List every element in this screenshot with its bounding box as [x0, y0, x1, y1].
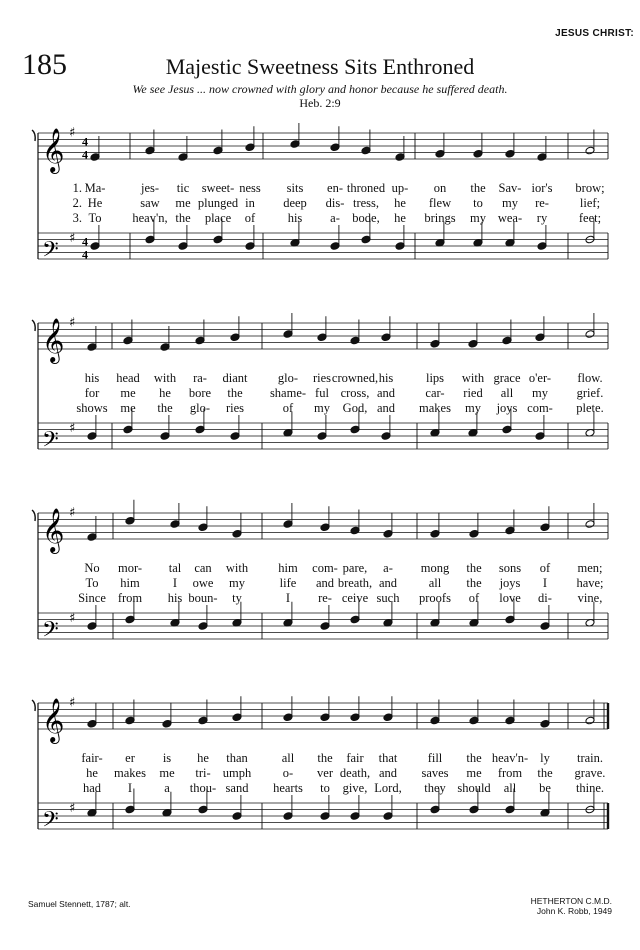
- lyric-syllable: should: [457, 781, 491, 795]
- lyric-syllable: he: [197, 751, 209, 765]
- treble-clef-icon: 𝄞: [42, 697, 65, 742]
- lyric-syllable: me: [120, 386, 136, 400]
- lyric-syllable: re-: [535, 196, 549, 210]
- lyric-syllable: I: [542, 576, 548, 590]
- lyric-syllable: a-: [330, 211, 340, 225]
- lyric-syllable: death,: [339, 766, 371, 780]
- lyric-syllable: boun-: [188, 591, 218, 605]
- lyric-syllable: he: [394, 196, 406, 210]
- lyric-syllable: me: [120, 401, 136, 415]
- lyric-syllable: his: [287, 211, 303, 225]
- lyric-syllable: and: [376, 386, 396, 400]
- lyric-syllable: deep: [283, 196, 307, 210]
- lyric-syllable: grief.: [576, 386, 604, 400]
- lyric-syllable: mor-: [117, 561, 143, 575]
- lyric-syllable: com-: [312, 561, 338, 575]
- lyric-syllable: mong: [420, 561, 450, 575]
- lyric-syllable: I: [285, 591, 291, 605]
- lyric-syllable: fill: [427, 751, 443, 765]
- lyric-syllable: sand: [225, 781, 249, 795]
- lyric-syllable: me: [175, 196, 191, 210]
- lyric-syllable: plunged: [197, 196, 239, 210]
- lyric-syllable: all: [281, 751, 295, 765]
- music-system-2: [0, 305, 640, 515]
- lyric-syllable: shame-: [269, 386, 307, 400]
- lyric-syllable: from: [117, 591, 143, 605]
- lyric-syllable: Lord,: [374, 781, 402, 795]
- lyric-syllable: he: [394, 211, 406, 225]
- lyric-syllable: dis-: [325, 196, 345, 210]
- lyric-syllable: they: [424, 781, 446, 795]
- lyric-syllable: the: [227, 386, 243, 400]
- lyric-syllable: bode,: [352, 211, 380, 225]
- lyric-syllable: all: [503, 781, 517, 795]
- lyric-syllable: of: [468, 591, 480, 605]
- lyric-syllable: the: [537, 766, 553, 780]
- lyric-syllable: his: [167, 591, 183, 605]
- brace: [32, 510, 35, 521]
- lyric-syllable: my: [502, 196, 518, 210]
- music-system-1: [0, 115, 640, 325]
- lyric-syllable: diant: [222, 371, 248, 385]
- lyric-syllable: of: [244, 211, 256, 225]
- bass-clef-icon: 𝄢: [42, 617, 59, 648]
- lyric-syllable: hearts: [273, 781, 303, 795]
- lyric-syllable: heav'n,: [132, 211, 168, 225]
- lyric-syllable: up-: [391, 181, 409, 195]
- lyric-syllable: No: [84, 561, 100, 575]
- lyric-syllable: ry: [536, 211, 548, 225]
- lyric-syllable: wea-: [497, 211, 523, 225]
- lyric-syllable: ried: [463, 386, 483, 400]
- lyric-syllable: be: [539, 781, 551, 795]
- lyric-syllable: o-: [282, 766, 294, 780]
- lyric-syllable: vine,: [577, 591, 603, 605]
- lyric-syllable: place: [204, 211, 232, 225]
- lyric-syllable: lips: [425, 371, 445, 385]
- lyric-syllable: en-: [327, 181, 343, 195]
- lyric-syllable: ty: [232, 591, 242, 605]
- lyric-syllable: brings: [424, 211, 456, 225]
- lyric-syllable: he: [159, 386, 171, 400]
- lyric-syllable: cross,: [340, 386, 370, 400]
- lyric-syllable: owe: [192, 576, 214, 590]
- lyric-syllable: I: [172, 576, 178, 590]
- lyric-syllable: my: [465, 401, 481, 415]
- lyric-syllable: give,: [342, 781, 368, 795]
- lyric-syllable: thou-: [189, 781, 217, 795]
- time-signature-bottom: 4: [82, 147, 88, 162]
- lyric-syllable: jes-: [140, 181, 160, 195]
- lyric-syllable: with: [461, 371, 485, 385]
- lyric-syllable: my: [470, 211, 486, 225]
- key-signature-sharp: ♯: [69, 611, 76, 627]
- lyric-syllable: on: [433, 181, 447, 195]
- lyric-syllable: shows: [76, 401, 108, 415]
- lyric-syllable: me: [466, 766, 482, 780]
- lyric-syllable: joys: [496, 401, 518, 415]
- treble-clef-icon: 𝄞: [42, 127, 65, 172]
- key-signature-sharp: ♯: [69, 231, 76, 247]
- bass-clef-icon: 𝄢: [42, 427, 59, 458]
- lyric-syllable: Ma-: [84, 181, 106, 195]
- section-label: JESUS CHRIST:: [555, 28, 634, 39]
- lyric-syllable: saw: [140, 196, 160, 210]
- lyric-syllable: God,: [342, 401, 368, 415]
- lyric-syllable: and: [376, 401, 396, 415]
- lyric-syllable: Since: [78, 591, 106, 605]
- lyric-syllable: with: [225, 561, 249, 575]
- lyric-syllable: the: [157, 401, 173, 415]
- lyric-syllable: the: [466, 751, 482, 765]
- lyric-syllable: ness: [239, 181, 261, 195]
- lyric-syllable: crowned,: [331, 371, 379, 385]
- lyric-syllable: glo-: [189, 401, 211, 415]
- lyric-syllable: the: [466, 561, 482, 575]
- lyric-syllable: 3.: [72, 211, 82, 225]
- lyric-syllable: re-: [318, 591, 332, 605]
- key-signature-sharp: ♯: [69, 315, 76, 331]
- hymn-number: 185: [22, 48, 67, 81]
- lyric-syllable: have;: [576, 576, 604, 590]
- time-signature-top: 4: [82, 134, 88, 149]
- lyric-syllable: the: [175, 211, 191, 225]
- lyric-syllable: and: [315, 576, 335, 590]
- lyric-syllable: the: [466, 576, 482, 590]
- lyric-syllable: makes: [114, 766, 146, 780]
- lyric-syllable: o'er-: [528, 371, 552, 385]
- lyric-syllable: breath,: [337, 576, 373, 590]
- treble-clef-icon: 𝄞: [42, 507, 65, 552]
- lyric-syllable: sons: [498, 561, 522, 575]
- lyric-syllable: throned: [346, 181, 386, 195]
- lyric-syllable: thine.: [575, 781, 605, 795]
- lyric-syllable: pare,: [342, 561, 368, 575]
- lyric-syllable: plete.: [576, 401, 604, 415]
- lyric-syllable: tri-: [195, 766, 211, 780]
- scripture-reference: Heb. 2:9: [299, 96, 341, 110]
- hymn-title: Majestic Sweetness Sits Enthroned: [165, 54, 475, 79]
- lyric-syllable: to: [473, 196, 483, 210]
- key-signature-sharp: ♯: [69, 695, 76, 711]
- lyric-syllable: I: [127, 781, 133, 795]
- tune-composer: John K. Robb, 1949: [536, 906, 612, 916]
- lyric-syllable: umph: [222, 766, 252, 780]
- lyric-syllable: me: [159, 766, 175, 780]
- brace: [32, 320, 35, 331]
- lyric-syllable: grace: [493, 371, 521, 385]
- lyric-syllable: 1.: [72, 181, 82, 195]
- lyric-syllable: than: [226, 751, 248, 765]
- scripture-quote: We see Jesus ... now crowned with glory and honor because he suffered death.: [132, 82, 508, 96]
- lyric-syllable: glo-: [277, 371, 299, 385]
- lyric-syllable: ver: [317, 766, 333, 780]
- lyric-syllable: flow.: [577, 371, 603, 385]
- lyric-syllable: him: [120, 576, 140, 590]
- lyric-syllable: 2.: [72, 196, 82, 210]
- lyric-syllable: with: [153, 371, 177, 385]
- lyric-syllable: he: [86, 766, 98, 780]
- treble-clef-icon: 𝄞: [42, 317, 65, 362]
- lyric-syllable: of: [282, 401, 294, 415]
- tune-name: HETHERTON C.M.D.: [530, 896, 612, 906]
- lyric-syllable: his: [84, 371, 100, 385]
- lyric-syllable: life: [279, 576, 297, 590]
- lyric-syllable: love: [499, 591, 521, 605]
- lyric-syllable: proofs: [419, 591, 451, 605]
- key-signature-sharp: ♯: [69, 505, 76, 521]
- lyric-syllable: ior's: [531, 181, 553, 195]
- lyric-syllable: ra-: [193, 371, 207, 385]
- lyric-syllable: all: [500, 386, 514, 400]
- lyric-syllable: bore: [188, 386, 212, 400]
- lyric-syllable: a-: [383, 561, 393, 575]
- lyric-syllable: saves: [421, 766, 449, 780]
- lyric-syllable: for: [84, 386, 100, 400]
- lyric-syllable: sits: [286, 181, 304, 195]
- lyric-syllable: ceive: [341, 591, 369, 605]
- lyric-syllable: from: [497, 766, 523, 780]
- brace: [32, 130, 35, 141]
- key-signature-sharp: ♯: [69, 125, 76, 141]
- lyric-syllable: in: [245, 196, 255, 210]
- lyric-syllable: is: [162, 751, 172, 765]
- lyric-syllable: such: [376, 591, 400, 605]
- lyric-syllable: com-: [527, 401, 553, 415]
- lyric-syllable: He: [87, 196, 103, 210]
- lyric-syllable: ries: [225, 401, 245, 415]
- lyric-syllable: brow;: [575, 181, 605, 195]
- lyric-syllable: heav'n-: [491, 751, 529, 765]
- lyric-syllable: car-: [425, 386, 445, 400]
- lyric-syllable: him: [278, 561, 298, 575]
- key-signature-sharp: ♯: [69, 421, 76, 437]
- lyric-syllable: my: [314, 401, 330, 415]
- lyric-syllable: joys: [499, 576, 521, 590]
- lyric-syllable: flew: [428, 196, 452, 210]
- music-system-3: [0, 495, 640, 705]
- bass-clef-icon: 𝄢: [42, 237, 59, 268]
- lyric-syllable: train.: [576, 751, 604, 765]
- lyric-syllable: ly: [540, 751, 550, 765]
- lyric-syllable: head: [116, 371, 140, 385]
- lyric-syllable: of: [539, 561, 551, 575]
- lyric-syllable: sweet-: [201, 181, 235, 195]
- lyric-syllable: can: [194, 561, 212, 575]
- lyric-syllable: makes: [419, 401, 451, 415]
- key-signature-sharp: ♯: [69, 801, 76, 817]
- lyric-syllable: To: [88, 211, 102, 225]
- lyric-syllable: feet;: [578, 211, 602, 225]
- words-credit: Samuel Stennett, 1787; alt.: [28, 899, 131, 909]
- bass-clef-icon: 𝄢: [42, 807, 59, 838]
- lyric-syllable: had: [82, 781, 102, 795]
- lyric-syllable: the: [470, 181, 486, 195]
- lyric-syllable: the: [317, 751, 333, 765]
- lyric-syllable: all: [428, 576, 442, 590]
- lyric-syllable: his: [378, 371, 394, 385]
- lyric-syllable: my: [532, 386, 548, 400]
- lyric-syllable: my: [229, 576, 245, 590]
- brace: [32, 700, 35, 711]
- lyric-syllable: a: [164, 781, 170, 795]
- lyric-syllable: Sav-: [498, 181, 522, 195]
- lyric-syllable: grave.: [574, 766, 606, 780]
- lyric-syllable: men;: [577, 561, 603, 575]
- lyric-syllable: to: [320, 781, 330, 795]
- lyric-syllable: tal: [168, 561, 182, 575]
- lyric-syllable: er: [125, 751, 135, 765]
- lyric-syllable: and: [378, 766, 398, 780]
- music-system-4: [0, 685, 640, 895]
- time-signature-bottom: 4: [82, 247, 88, 262]
- lyric-syllable: fair: [346, 751, 364, 765]
- tune-credits: [531, 896, 612, 916]
- lyric-syllable: ful: [315, 386, 329, 400]
- lyric-syllable: To: [85, 576, 99, 590]
- lyric-syllable: tic: [176, 181, 190, 195]
- lyric-syllable: ries: [312, 371, 332, 385]
- lyric-syllable: lief;: [579, 196, 601, 210]
- lyric-syllable: tress,: [352, 196, 380, 210]
- lyric-syllable: that: [378, 751, 398, 765]
- time-signature-top: 4: [82, 234, 88, 249]
- lyric-syllable: and: [378, 576, 398, 590]
- lyric-syllable: di-: [538, 591, 552, 605]
- lyric-syllable: fair-: [81, 751, 103, 765]
